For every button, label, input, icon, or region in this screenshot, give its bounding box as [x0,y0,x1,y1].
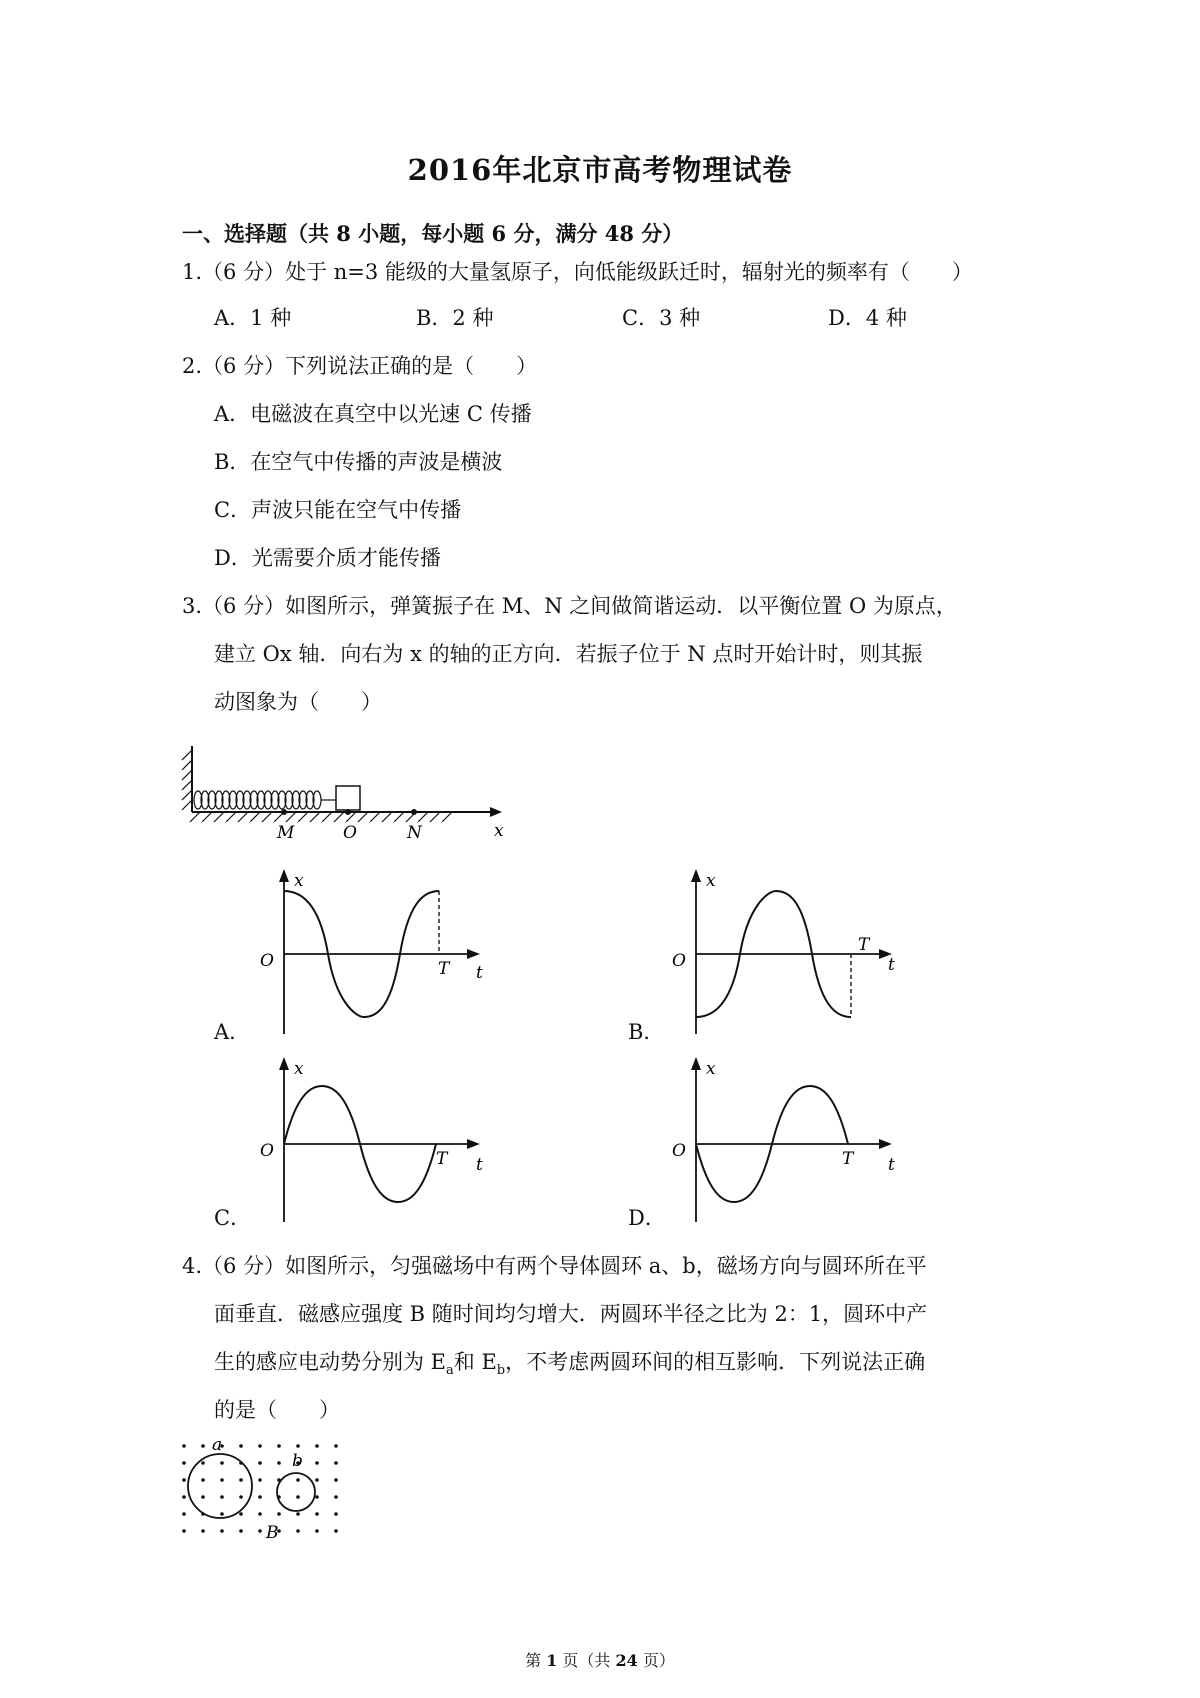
field-dot [296,1444,300,1448]
graph-b [652,866,912,1046]
label-n: N [407,823,422,840]
graph-b-x-arrow [691,869,701,882]
label-m: M [277,823,295,840]
page-title: 2016年北京市高考物理试卷 [407,153,793,187]
field-b-label: B [266,1523,279,1543]
field-dot [296,1495,300,1499]
field-dot [296,1478,300,1482]
field-dot [220,1495,224,1499]
q4-line-3-part-b: 和 E [453,1350,497,1374]
field-dot [315,1461,319,1465]
field-dot [220,1478,224,1482]
graph-d-T-label: T [842,1149,854,1169]
q3-option-d: D． [628,1206,666,1230]
q4-subscript-b: b [496,1363,506,1379]
field-dot [239,1529,243,1533]
graph-c-origin-label: O [260,1141,274,1161]
footer-page-total: 24 [615,1651,638,1670]
graph-d [652,1054,912,1234]
x-axis-arrow [490,807,502,817]
section-heading: 一、选择题（共 8 小题，每小题 6 分，满分 48 分） [182,221,684,246]
graph-a-x-label: x [294,871,304,891]
graph-c-t-label: t [476,1155,483,1175]
field-dot [334,1512,338,1516]
footer-suffix: 页） [637,1651,675,1670]
field-dot [239,1512,243,1516]
q1-option-a: A．1 种 [214,306,292,330]
q3-option-b: B． [628,1020,665,1044]
field-dot [334,1461,338,1465]
field-dot [315,1529,319,1533]
field-dot [334,1444,338,1448]
footer-page-number: 1 [546,1651,558,1670]
graph-d-t-arrow [879,1139,892,1149]
q2-option-a: A．电磁波在真空中以光速 C 传播 [214,402,532,426]
q4-subscript-a: a [446,1363,454,1379]
field-dot [315,1495,319,1499]
graph-a-origin-label: O [260,951,274,971]
ring-a-label: a [212,1436,223,1455]
field-dot [334,1529,338,1533]
ring-b-label: b [292,1451,303,1471]
q4-line-1: 4.（6 分）如图所示，匀强磁场中有两个导体圆环 a、b，磁场方向与圆环所在平 [182,1254,927,1278]
graph-a [240,866,500,1046]
field-dot [182,1478,186,1482]
q1-option-b: B．2 种 [416,306,494,330]
point-n [411,809,417,815]
field-dot [258,1512,262,1516]
field-dot [315,1444,319,1448]
page-footer [0,1648,1200,1671]
q3-line-1: 3.（6 分）如图所示，弹簧振子在 M、N 之间做简谐运动．以平衡位置 O 为原点， [182,594,957,618]
graph-b-origin-label: O [672,951,686,971]
ring-a [188,1454,252,1518]
graph-a-t-arrow [467,949,480,959]
field-dot [239,1495,243,1499]
point-m [281,809,287,815]
q3-option-c: C． [214,1206,252,1230]
graph-c-x-arrow [279,1057,289,1070]
field-dot [258,1461,262,1465]
field-dot [315,1512,319,1516]
field-dot [182,1444,186,1448]
q4-line-2: 面垂直．磁感应强度 B 随时间均匀增大．两圆环半径之比为 2：1，圆环中产 [214,1302,928,1326]
field-dot [277,1444,281,1448]
q1-stem: 1.（6 分）处于 n=3 能级的大量氢原子，向低能级跃迁时，辐射光的频率有（ ） [182,260,973,284]
field-dot [182,1512,186,1516]
graph-a-x-arrow [279,869,289,882]
q3-line-2: 建立 Ox 轴．向右为 x 的轴的正方向．若振子位于 N 点时开始计时，则其振 [214,642,923,666]
field-dot [258,1495,262,1499]
field-dot [258,1444,262,1448]
field-dot [220,1512,224,1516]
graph-c-x-label: x [294,1059,304,1079]
field-dot [182,1495,186,1499]
footer-middle: 页（共 [557,1651,616,1670]
oscillator-block [336,786,360,810]
field-dot [258,1478,262,1482]
q4-line-3-part-c: ，不考虑两圆环间的相互影响．下列说法正确 [505,1350,926,1374]
magnetic-rings-figure [178,1436,348,1546]
q2-option-c: C．声波只能在空气中传播 [214,498,462,522]
q3-option-a: A． [214,1020,251,1044]
field-dot [239,1444,243,1448]
field-dot [201,1529,205,1533]
graph-d-x-label: x [706,1059,716,1079]
graph-c-t-arrow [467,1139,480,1149]
field-dot [220,1461,224,1465]
field-dot [182,1461,186,1465]
graph-d-x-arrow [691,1057,701,1070]
spring-coil [194,791,336,809]
q4-line-3-part-a: 生的感应电动势分别为 E [214,1350,447,1374]
q1-option-d: D．4 种 [828,306,907,330]
graph-d-origin-label: O [672,1141,686,1161]
q2-stem: 2.（6 分）下列说法正确的是（ ） [182,354,538,378]
ring-b [277,1473,315,1511]
spring-oscillator-figure [170,740,520,840]
q1-option-c: C．3 种 [622,306,701,330]
field-dot [201,1495,205,1499]
graph-d-t-label: t [888,1155,895,1175]
q2-option-d: D．光需要介质才能传播 [214,546,441,570]
footer-prefix: 第 [525,1651,547,1670]
field-dot [334,1478,338,1482]
graph-c-T-label: T [436,1149,448,1169]
label-x: x [494,821,504,840]
q4-line-4: 的是（ ） [214,1398,340,1422]
field-dot [296,1512,300,1516]
field-dot [277,1512,281,1516]
field-dot [239,1478,243,1482]
field-dot [201,1461,205,1465]
field-dot [258,1529,262,1533]
field-dot [315,1478,319,1482]
q2-option-b: B．在空气中传播的声波是横波 [214,450,503,474]
field-dot [201,1444,205,1448]
field-dot [182,1529,186,1533]
field-dot [296,1529,300,1533]
graph-a-T-label: T [438,959,450,979]
field-dot [334,1495,338,1499]
graph-b-x-label: x [706,871,716,891]
graph-a-t-label: t [476,963,483,983]
q4-line-3 [214,1346,925,1378]
wall-hatching [182,750,192,810]
graph-b-T-label: T [858,935,870,955]
point-o [345,809,351,815]
label-o: O [343,823,357,840]
q3-line-3: 动图象为（ ） [214,690,382,714]
field-dot [201,1478,205,1482]
field-dot [277,1461,281,1465]
field-dot [220,1529,224,1533]
graph-c [240,1054,500,1234]
graph-b-t-label: t [888,955,895,975]
